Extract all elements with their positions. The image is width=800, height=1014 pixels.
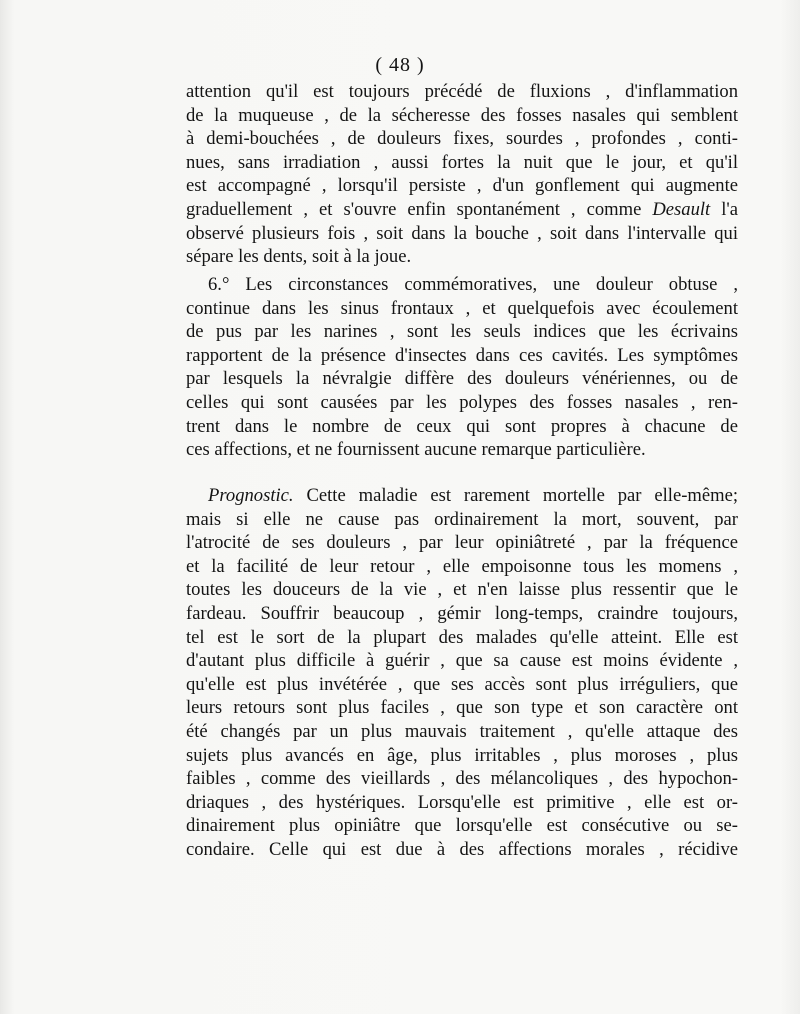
text-line: toutes les douceurs de la vie , et n'en laisse plus ressentir que le [186,579,738,601]
text-line: par lesquels la névralgie diffère des douleurs vénériennes, ou de [186,368,738,390]
text-line: fardeau. Souffrir beaucoup , gémir long-temps, craindre toujours, [186,602,738,624]
text-line: l'atrocité de ses douleurs , par leur opiniâtreté , par la fréquence [186,532,738,554]
text-line: mais si elle ne cause pas ordinairement la mort, souvent, par [186,508,738,530]
text-line: été changés par un plus mauvais traitement , qu'elle attaque des [186,720,738,742]
text-line: est accompagné , lorsqu'il persiste , d'un gonflement qui augmente [186,175,738,197]
text-line: condaire. Celle qui est due à des affections morales , récidive [186,838,738,860]
text-line: rapportent de la présence d'insectes dans ces cavités. Les symptômes [186,344,738,366]
text-line: dinairement plus opiniâtre que lorsqu'elle est consécutive ou se- [186,815,738,837]
text-line: de la muqueuse , de la sécheresse des fosses nasales qui semblent [186,104,738,126]
text-line: nues, sans irradiation , aussi fortes la nuit que le jour, et qu'il [186,151,738,173]
paragraph-2 [186,273,738,462]
text-line: driaques , des hystériques. Lorsqu'elle est primitive , elle est or- [186,791,738,813]
text-line-content: Cette maladie est rarement mortelle par elle-même; [306,485,738,506]
text-line: leurs retours sont plus faciles , que son type et son caractère ont [186,697,738,719]
text-line: sépare les dents, soit à la joue. [186,246,412,268]
text-line: continue dans les sinus frontaux , et quelquefois avec écoulement [186,297,738,319]
paragraph-1 [186,80,738,269]
text-line: faibles , comme des vieillards , des mélancoliques , des hypochon- [186,768,738,790]
name-desault: Desault [652,198,711,220]
text-line: ces affections, et ne fournissent aucune remarque particulière. [186,439,646,461]
paragraph-prognostic [186,484,738,862]
text-line: sujets plus avancés en âge, plus irritables , plus moroses , plus [186,744,738,766]
text-line: observé plusieurs fois , soit dans la bouche , soit dans l'intervalle qui [186,222,738,244]
text-line: qu'elle est plus invétérée , que ses accès sont plus irréguliers, que [186,673,738,695]
text-line: à demi-bouchées , de douleurs fixes, sourdes , profondes , conti- [186,128,738,150]
text-line: graduellement , et s'ouvre enfin spontanément , comme Desault l'a [186,198,738,220]
section-heading-prognostic: Prognostic. [208,485,294,506]
text-line: d'autant plus difficile à guérir , que sa cause est moins évidente , [186,650,738,672]
text-line [186,484,738,508]
text-line: et la facilité de leur retour , elle empoisonne tous les momens , [186,555,738,577]
text-line: trent dans le nombre de ceux qui sont propres à chacune de [186,415,738,437]
text-line: attention qu'il est toujours précédé de fluxions , d'inflammation [186,81,738,102]
text-line: de pus par les narines , sont les seuls indices que les écrivains [186,321,738,343]
text-line: tel est le sort de la plupart des malades qu'elle atteint. Elle est [186,626,738,648]
page-number: ( 48 ) [375,54,425,76]
text-line: celles qui sont causées par les polypes des fosses nasales , ren- [186,391,738,413]
text-line: 6.° Les circonstances commémoratives, une douleur obtuse , [208,274,738,295]
